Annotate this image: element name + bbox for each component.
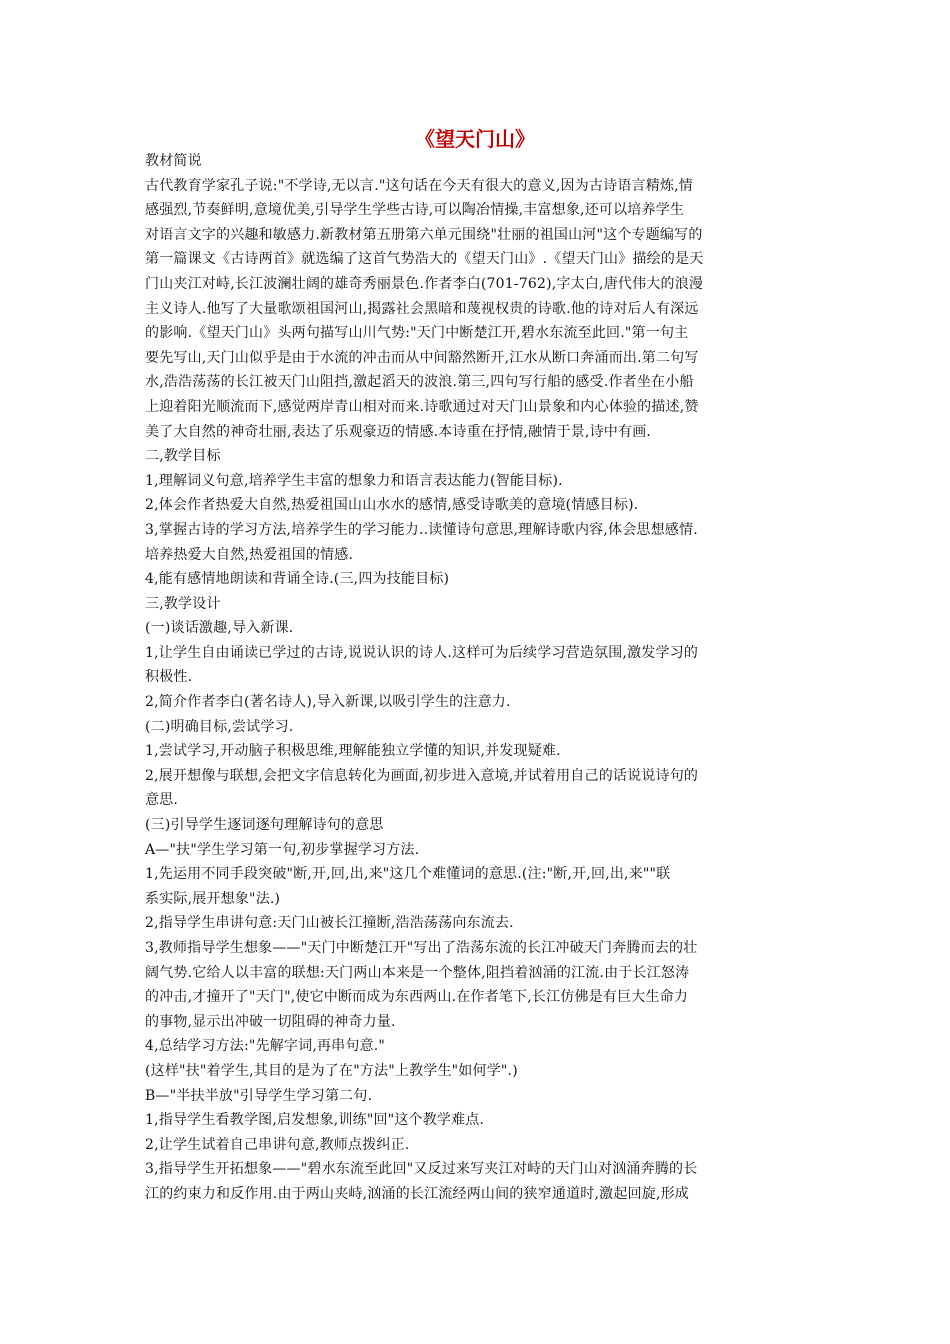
text-line: 江的约束力和反作用.由于两山夹峙,汹涌的长江流经两山间的狭窄通道时,激起回旋,形成 <box>145 1185 689 1202</box>
text-line: 3,教师指导学生想象——"天门中断楚江开"写出了浩荡东流的长江冲破天门奔腾而去的壮 <box>145 940 698 956</box>
text-line: 2,简介作者李白(著名诗人),导入新课,以吸引学生的注意力. <box>145 694 511 711</box>
text-line: 教材简说 <box>145 153 202 169</box>
text-line: (一)谈话激趣,导入新课. <box>145 620 294 637</box>
text-line: 4,能有感情地朗读和背诵全诗.(三,四为技能目标) <box>145 571 450 588</box>
text-line: 2,指导学生串讲句意:天门山被长江撞断,浩浩荡荡向东流去. <box>145 915 514 932</box>
text-line: 2,让学生试着自己串讲句意,教师点拨纠正. <box>145 1136 410 1153</box>
text-line: 系实际,展开想象"法.) <box>145 890 281 907</box>
text-line: 意思. <box>145 792 179 809</box>
text-line: A—"扶"学生学习第一句,初步掌握学习方法. <box>145 841 420 858</box>
text-line: B—"半扶半放"引导学生学习第二句. <box>145 1087 373 1104</box>
text-line: 积极性. <box>145 669 193 686</box>
text-line: 的冲击,才撞开了"天门",使它中断而成为东西两山.在作者笔下,长江仿佛是有巨大生命力 <box>145 989 689 1006</box>
text-line: 要先写山,天门山似乎是由于水流的冲击而从中间豁然断开,江水从断口奔涌而出.第二句写 <box>145 349 699 366</box>
text-line: 美了大自然的神奇壮丽,表达了乐观豪迈的情感.本诗重在抒情,融情于景,诗中有画. <box>145 423 652 440</box>
text-line: 2,展开想像与联想,会把文字信息转化为画面,初步进入意境,并试着用自己的话说说诗句的 <box>145 767 699 784</box>
text-line: 水,浩浩荡荡的长江被天门山阻挡,激起滔天的波浪.第三,四句写行船的感受.作者坐在小船 <box>145 374 694 391</box>
text-line: 1,指导学生看教学图,启发想象,训练"回"这个教学难点. <box>145 1112 485 1129</box>
text-line: 培养热爱大自然,热爱祖国的情感. <box>145 546 354 563</box>
text-line: (这样"扶"着学生,其目的是为了在"方法"上教学生"如何学".) <box>145 1062 518 1079</box>
text-line: 1,让学生自由诵读已学过的古诗,说说认识的诗人.这样可为后续学习营造氛围,激发学习的 <box>145 644 699 661</box>
text-line: 主义诗人.他写了大量歌颂祖国河山,揭露社会黑暗和蔑视权贵的诗歌.他的诗对后人有深远 <box>145 300 699 317</box>
text-line: 三,教学设计 <box>145 595 221 612</box>
document-body <box>145 149 817 1207</box>
text-line: 上迎着阳光顺流而下,感觉两岸青山相对而来.诗歌通过对天门山景象和内心体验的描述,赞 <box>145 398 699 415</box>
text-line: 古代教育学家孔子说:"不学诗,无以言."这句话在今天有很大的意义,因为古诗语言精炼,情 <box>145 177 693 194</box>
text-line: 感强烈,节奏鲜明,意境优美,引导学生学些古诗,可以陶冶情操,丰富想象,还可以培养学生 <box>145 202 685 219</box>
text-line: 4,总结学习方法:"先解字词,再串句意." <box>145 1038 386 1055</box>
text-line: 3,掌握古诗的学习方法,培养学生的学习能力..读懂诗句意思,理解诗歌内容,体会思想感情. <box>145 521 698 538</box>
text-line: 1,先运用不同手段突破"断,开,回,出,来"这几个难懂词的意思.(注:"断,开,回,出,来""联 <box>145 866 671 883</box>
text-line: 阔气势.它给人以丰富的联想:天门两山本来是一个整体,阻挡着汹涌的江流.由于长江怒涛 <box>145 964 690 981</box>
text-line: 的影响.《望天门山》头两句描写山川气势:"天门中断楚江开,碧水东流至此回."第一句主 <box>145 325 689 342</box>
text-line: 第一篇课文《古诗两首》就选编了这首气势浩大的《望天门山》.《望天门山》描绘的是天 <box>145 251 704 268</box>
text-line: 1,尝试学习,开动脑子积极思维,理解能独立学懂的知识,并发现疑难. <box>145 743 561 760</box>
text-line: 3,指导学生开拓想象——"碧水东流至此回"又反过来写夹江对峙的天门山对汹涌奔腾的长 <box>145 1161 698 1178</box>
text-line: 对语言文字的兴趣和敏感力.新教材第五册第六单元围绕"壮丽的祖国山河"这个专题编写的 <box>145 226 703 243</box>
document-title: 《望天门山》 <box>415 127 535 151</box>
text-line: 的事物,显示出冲破一切阻碍的神奇力量. <box>145 1013 396 1030</box>
text-line: 2,体会作者热爱大自然,热爱祖国山山水水的感情,感受诗歌美的意境(情感目标). <box>145 497 639 514</box>
text-line: 二,教学目标 <box>145 448 221 465</box>
text-line: (二)明确目标,尝试学习. <box>145 718 294 735</box>
text-line: 门山夹江对峙,长江波澜壮阔的雄奇秀丽景色.作者李白(701-762),字太白,唐代伟大的浪漫 <box>145 275 704 292</box>
text-line: 1,理解词义句意,培养学生丰富的想象力和语言表达能力(智能目标). <box>145 472 563 489</box>
text-line: (三)引导学生逐词逐句理解诗句的意思 <box>145 817 384 834</box>
